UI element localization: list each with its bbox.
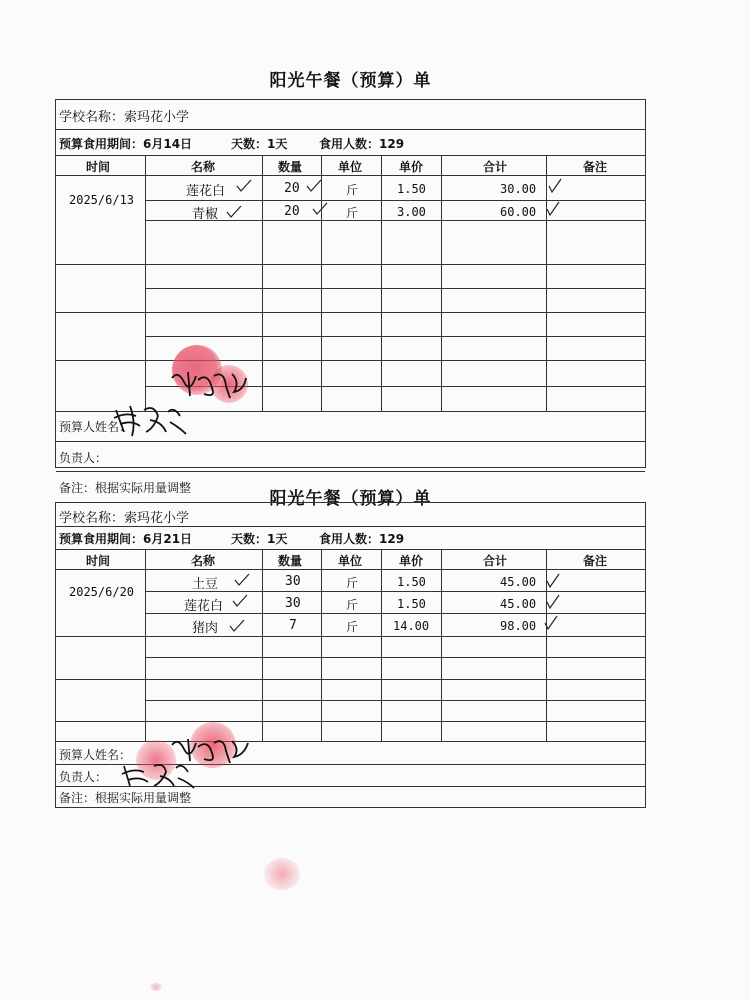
item-price: 1.50 <box>397 182 426 196</box>
check-mark-icon <box>312 202 328 216</box>
item-qty: 20 <box>284 181 300 196</box>
diners-label: 食用人数：129 <box>319 532 405 546</box>
item-qty: 30 <box>285 596 301 611</box>
form-title: 阳光午餐（预算）单 <box>269 71 432 91</box>
header-name: 名称 <box>191 160 216 174</box>
item-total: 30.00 <box>500 182 537 196</box>
header-price: 单价 <box>399 160 424 174</box>
item-name: 青椒 <box>192 207 219 222</box>
header-remark: 备注 <box>583 554 608 568</box>
header-unit: 单位 <box>338 160 363 174</box>
item-total: 45.00 <box>500 597 537 611</box>
item-price: 3.00 <box>397 205 426 219</box>
check-mark-icon <box>229 619 245 633</box>
item-qty: 7 <box>289 618 297 633</box>
header-time: 时间 <box>86 160 111 174</box>
header-unit: 单位 <box>338 554 363 568</box>
item-name: 猪肉 <box>192 621 219 636</box>
remark-text: 备注：根据实际用量调整 <box>59 791 192 805</box>
items-table <box>56 155 645 412</box>
header-time: 时间 <box>86 554 111 568</box>
handwritten-signature <box>168 368 248 404</box>
check-mark-icon <box>544 615 558 631</box>
item-qty: 20 <box>284 204 300 219</box>
item-name: 莲花白 <box>186 184 226 199</box>
form-title: 阳光午餐（预算）单 <box>269 489 432 509</box>
item-unit: 斤 <box>346 598 359 612</box>
check-mark-icon <box>232 594 248 608</box>
header-qty: 数量 <box>278 160 303 174</box>
item-price: 14.00 <box>393 619 430 633</box>
responsible-label: 负责人： <box>59 770 108 784</box>
header-total: 合计 <box>483 554 508 568</box>
period-row <box>56 129 645 156</box>
budget-person-label: 预算人姓名： <box>59 420 132 434</box>
check-mark-icon <box>236 179 252 193</box>
school-name: 学校名称：索玛花小学 <box>59 511 190 526</box>
item-unit: 斤 <box>346 576 359 590</box>
school-name: 学校名称：索玛花小学 <box>59 110 190 125</box>
days-label: 天数：1天 <box>231 137 288 151</box>
item-name: 莲花白 <box>184 599 224 614</box>
period-label: 预算食用期间：6月21日 <box>59 532 193 546</box>
item-qty: 30 <box>285 574 301 589</box>
red-ink-smudge <box>150 983 162 991</box>
check-mark-icon <box>226 205 242 219</box>
red-ink-smudge <box>264 858 300 890</box>
date-cell: 2025/6/20 <box>69 585 135 599</box>
school-row <box>56 100 645 130</box>
date-cell: 2025/6/13 <box>69 193 135 207</box>
responsible-label: 负责人： <box>59 451 108 465</box>
period-row <box>56 526 645 550</box>
header-price: 单价 <box>399 554 424 568</box>
item-total: 98.00 <box>500 619 537 633</box>
header-total: 合计 <box>483 160 508 174</box>
remark-text: 备注：根据实际用量调整 <box>59 481 192 495</box>
item-unit: 斤 <box>346 620 359 634</box>
item-total: 60.00 <box>500 205 537 219</box>
check-mark-icon <box>306 179 322 193</box>
header-qty: 数量 <box>278 554 303 568</box>
handwritten-signature <box>118 760 198 790</box>
budget-person-label: 预算人姓名： <box>59 748 132 762</box>
items-table <box>56 549 645 742</box>
responsible-row <box>56 441 645 472</box>
header-remark: 备注 <box>583 160 608 174</box>
days-label: 天数：1天 <box>231 532 288 546</box>
check-mark-icon <box>546 201 560 217</box>
item-price: 1.50 <box>397 575 426 589</box>
period-label: 预算食用期间：6月14日 <box>59 137 193 151</box>
diners-label: 食用人数：129 <box>319 137 405 151</box>
check-mark-icon <box>548 178 562 194</box>
item-total: 45.00 <box>500 575 537 589</box>
header-name: 名称 <box>191 554 216 568</box>
item-unit: 斤 <box>346 206 359 220</box>
check-mark-icon <box>234 573 250 587</box>
handwritten-signature <box>110 402 190 440</box>
item-unit: 斤 <box>346 183 359 197</box>
item-price: 1.50 <box>397 597 426 611</box>
school-row <box>56 503 645 527</box>
check-mark-icon <box>546 573 560 589</box>
check-mark-icon <box>546 594 560 610</box>
item-name: 土豆 <box>192 577 219 592</box>
